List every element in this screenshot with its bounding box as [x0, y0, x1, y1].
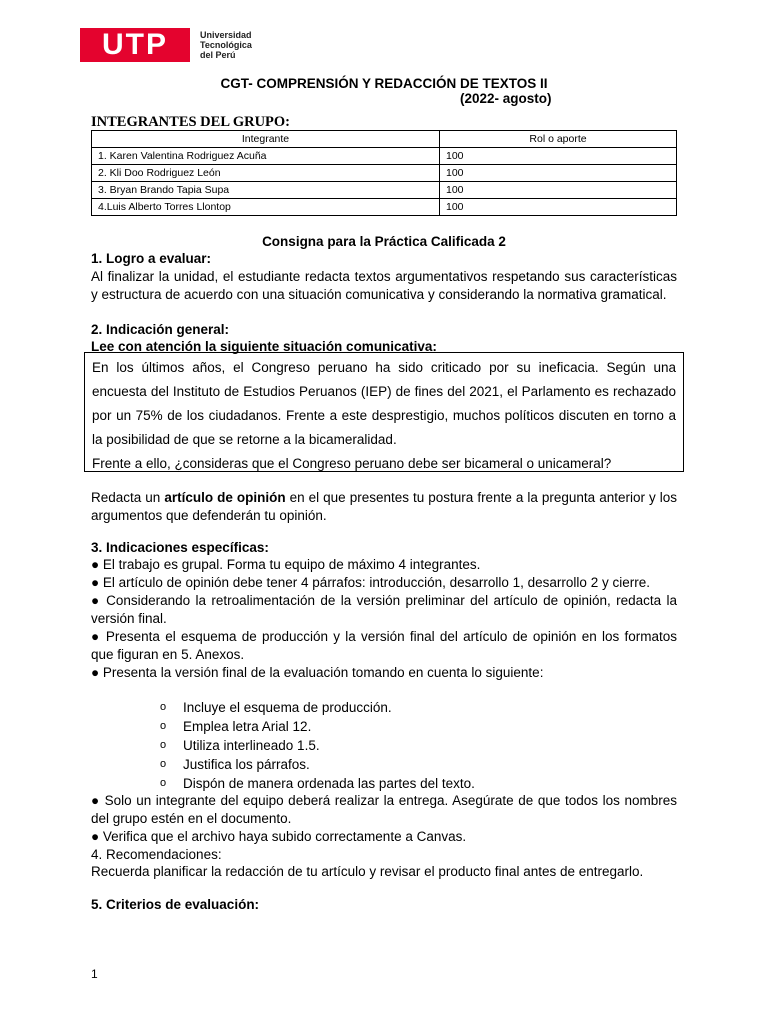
logo-line-3: del Perú: [200, 50, 236, 60]
list-item: ● Verifica que el archivo haya subido correctamente a Canvas.: [91, 829, 467, 844]
member-name: 4.Luis Alberto Torres Llontop: [92, 199, 440, 216]
sub-item-text: Justifica los párrafos.: [183, 757, 310, 772]
sub-marker: o: [160, 758, 167, 770]
page-number: 1: [91, 967, 98, 981]
bullet-list: [91, 556, 677, 682]
recomendaciones-text: Recuerda planificar la redacción de tu artículo y revisar el producto final antes de entregarlo.: [91, 864, 644, 879]
sub-item: [160, 736, 475, 755]
table-row: [92, 199, 677, 216]
document-title: CGT- COMPRENSIÓN Y REDACCIÓN DE TEXTOS II: [220, 76, 548, 91]
col-member-header: Integrante: [92, 131, 440, 148]
table-row: [92, 165, 677, 182]
utp-logo: [80, 28, 252, 62]
redacta-post: en el que presentes tu postura frente a la pregunta anterior y los argumentos que defenderán tu opinión.: [91, 490, 677, 523]
redacta-bold: artículo de opinión: [164, 490, 286, 505]
especificas-heading: 3. Indicaciones específicas:: [91, 540, 269, 555]
redacta-paragraph: [91, 489, 677, 525]
bullet-list-2: [91, 792, 677, 846]
criterios-heading: 5. Criterios de evaluación:: [91, 897, 260, 912]
col-role-header: Rol o aporte: [440, 131, 677, 148]
member-role: 100: [440, 199, 677, 216]
logo-text: [200, 30, 252, 60]
sub-marker: o: [160, 701, 167, 713]
member-role: 100: [440, 182, 677, 199]
list-item: ● Presenta la versión final de la evaluación tomando en cuenta lo siguiente:: [91, 665, 544, 680]
logro-text: Al finalizar la unidad, el estudiante redacta textos argumentativos respetando sus características y estructura de acuerdo con una situación comunicativa y considerando la normativa gramatical.: [91, 269, 677, 302]
logo-letters: UTP: [80, 28, 190, 62]
list-item: ● Solo un integrante del equipo deberá realizar la entrega. Asegúrate de que todos los nombres del grupo estén en el documento.: [91, 793, 677, 826]
list-item: ● Considerando la retroalimentación de la versión preliminar del artículo de opinión, redacta la versión final.: [91, 593, 677, 626]
member-name: 1. Karen Valentina Rodriguez Acuña: [92, 148, 440, 165]
logro-heading: 1. Logro a evaluar:: [91, 251, 212, 266]
sub-list: [160, 698, 475, 793]
sub-item-text: Emplea letra Arial 12.: [183, 719, 312, 734]
member-role: 100: [440, 148, 677, 165]
indicacion-subheading: Lee con atención la siguiente situación comunicativa:: [91, 339, 437, 354]
members-table: [91, 130, 677, 216]
sub-marker: o: [160, 777, 167, 789]
sub-item: [160, 717, 475, 736]
sub-item-text: Dispón de manera ordenada las partes del texto.: [183, 776, 475, 791]
list-item: ● El trabajo es grupal. Forma tu equipo de máximo 4 integrantes.: [91, 557, 481, 572]
situation-box: [84, 352, 684, 472]
situation-question: Frente a ello, ¿consideras que el Congreso peruano debe ser bicameral o unicameral?: [92, 456, 612, 471]
sub-marker: o: [160, 720, 167, 732]
situation-text: En los últimos años, el Congreso peruano ha sido criticado por su ineficacia. Según una encuesta del Instituto de Estudios Peruanos (IEP) de fines del 2021, el Parlamento es rechazado por un 75% de los ciudadanos. Frente a este desprestigio, muchos políticos discuten en torno a la posibilidad de que se retorne a la bicameralidad.: [92, 360, 676, 447]
members-header-row: [92, 131, 677, 148]
list-item: ● El artículo de opinión debe tener 4 párrafos: introducción, desarrollo 1, desarrollo 2 y cierre.: [91, 575, 650, 590]
table-row: [92, 148, 677, 165]
logo-line-2: Tecnológica: [200, 40, 252, 50]
document-period: (2022- agosto): [460, 91, 552, 106]
member-name: 2. Kli Doo Rodriguez León: [92, 165, 440, 182]
indicacion-heading: 2. Indicación general:: [91, 322, 230, 337]
sub-item: [160, 774, 475, 793]
list-item: ● Presenta el esquema de producción y la versión final del artículo de opinión en los formatos que figuran en 5. Anexos.: [91, 629, 677, 662]
members-heading: INTEGRANTES DEL GRUPO:: [91, 114, 291, 130]
redacta-pre: Redacta un: [91, 490, 165, 505]
sub-item: [160, 698, 475, 717]
sub-item-text: Utiliza interlineado 1.5.: [183, 738, 320, 753]
sub-marker: o: [160, 739, 167, 751]
recomendaciones-heading: 4. Recomendaciones:: [91, 847, 222, 862]
sub-item: [160, 755, 475, 774]
member-name: 3. Bryan Brando Tapia Supa: [92, 182, 440, 199]
sub-item-text: Incluye el esquema de producción.: [183, 700, 392, 715]
member-role: 100: [440, 165, 677, 182]
logo-line-1: Universidad: [200, 30, 252, 40]
table-row: [92, 182, 677, 199]
consigna-heading: Consigna para la Práctica Calificada 2: [262, 234, 506, 249]
